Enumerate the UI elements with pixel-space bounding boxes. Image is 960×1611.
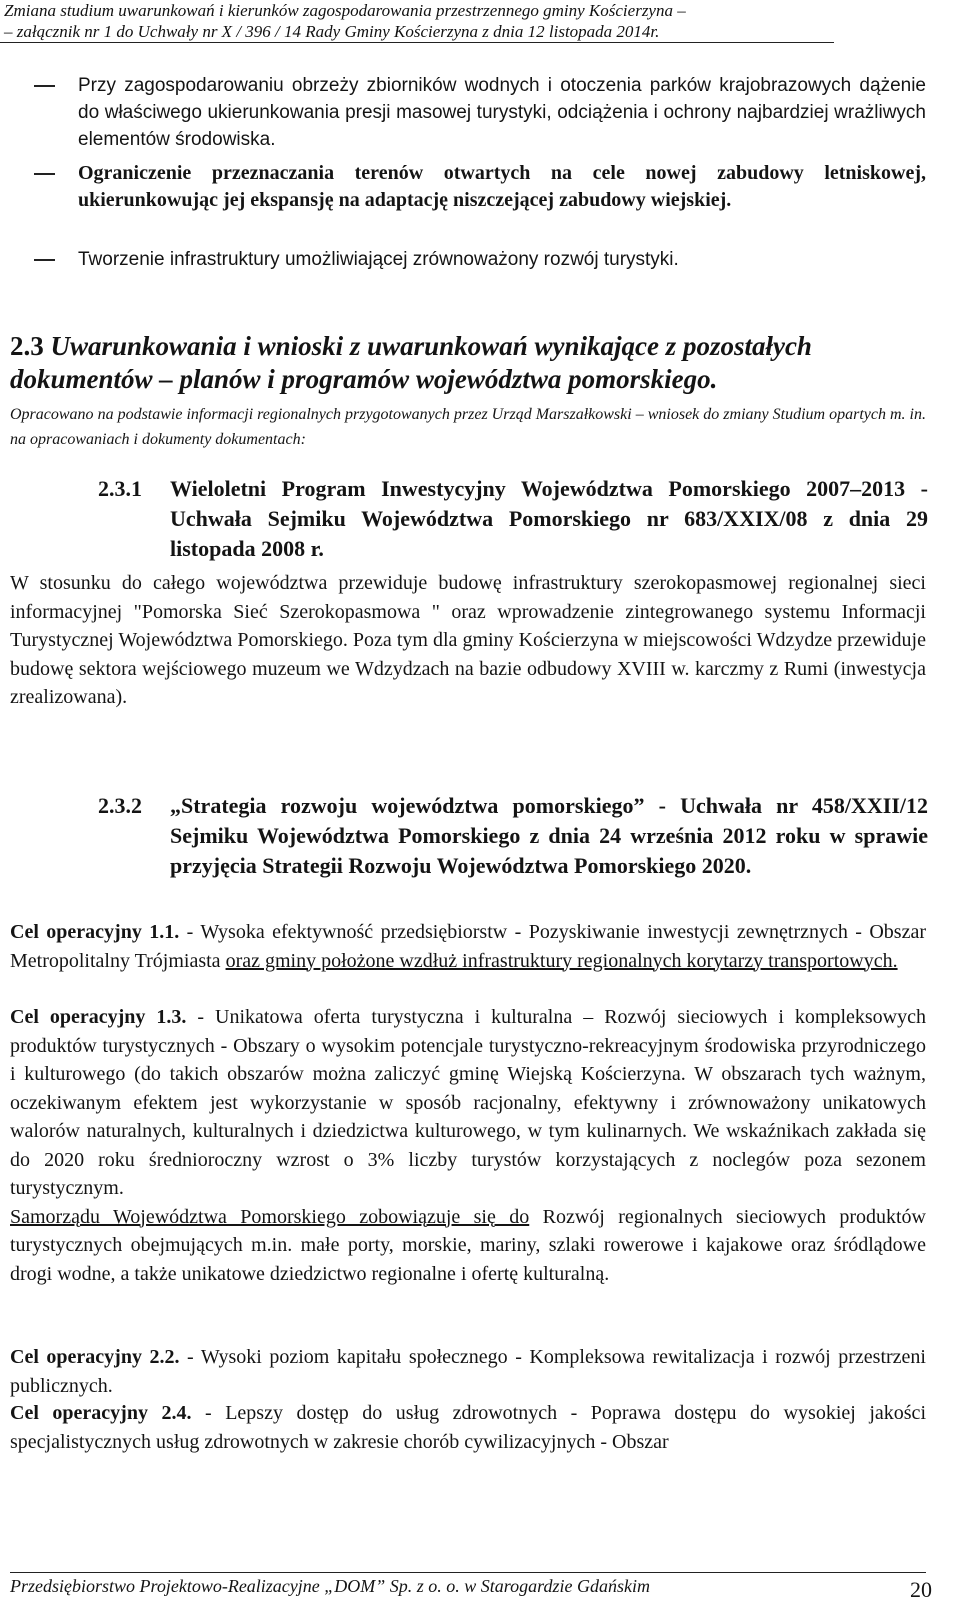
page-footer (10, 1572, 932, 1602)
goal-label: Cel operacyjny 1.3. (10, 1006, 187, 1028)
bullet-text: Tworzenie infrastruktury umożliwiającej zrównoważony rozwój turystyki. (78, 249, 679, 270)
bullet-text: Przy zagospodarowaniu obrzeży zbiorników wodnych i otoczenia parków krajobrazowych dążenie do właściwego ukierunkowania presji masowej turystyki, odciążenia i ochrony najbardziej wrażliwych elementów środowiska. (78, 75, 926, 150)
section-title: „Strategia rozwoju województwa pomorskiego” - Uchwała nr 458/XXII/12 Sejmiku Województwa Pomorskiego z dnia 24 września 2012 roku w sprawie przyjęcia Strategii Rozwoju Województwa Pomorskiego 2020. (170, 793, 928, 878)
section-2-3-1-heading (98, 474, 928, 564)
goal-2-4 (10, 1399, 926, 1456)
goal-1-1 (10, 918, 926, 975)
bullet-item-1 (34, 72, 926, 153)
section-2-3-1-text: W stosunku do całego województwa przewiduje budowę infrastruktury szerokopasmowej regionalnej sieci informacyjnej "Pomorska Sieć Szerokopasmowa " oraz wprowadzenie zintegrowanego systemu Informacji Turystycznej Województwa Pomorskiego. Poza tym dla gminy Kościerzyna w miejscowości Wdzydze przewiduje budowę sektora wejściowego muzeum we Wdzydzach na bazie odbudowy XVIII w. karczmy z Rumi (inwestycja zrealizowana). (10, 572, 926, 708)
section-number: 2.3.2 (98, 793, 142, 818)
footer-company: Przedsiębiorstwo Projektowo-Realizacyjne „DOM” Sp. z o. o. w Starogardzie Gdańskim (10, 1576, 650, 1596)
section-2-3-heading (10, 330, 926, 396)
goal-label: Cel operacyjny 2.4. (10, 1402, 192, 1424)
bullet-item-2 (34, 160, 926, 214)
goal-text: - Wysoki poziom kapitału społecznego - Kompleksowa rewitalizacja i rozwój przestrzeni publicznych. (10, 1346, 926, 1397)
page-number: 20 (910, 1577, 932, 1602)
goal-label: Cel operacyjny 2.2. (10, 1346, 180, 1368)
header-line-1: Zmiana studium uwarunkowań i kierunków zagospodarowania przestrzennego gminy Kościerzyna – (4, 1, 686, 20)
section-number: 2.3 (10, 331, 44, 361)
goal-underlined-text: Samorządu Województwa Pomorskiego zobowiązuje się do (10, 1205, 530, 1228)
goal-2-2 (10, 1343, 926, 1400)
section-title: Uwarunkowania i wnioski z uwarunkowań wynikające z pozostałych dokumentów – planów i programów województwa pomorskiego. (10, 331, 812, 394)
goal-underlined-text: oraz gminy położone wzdłuż infrastruktury regionalnych korytarzy transportowych. (225, 949, 898, 972)
bullet-item-3 (34, 246, 926, 273)
section-number: 2.3.1 (98, 476, 142, 501)
goal-text: - Wysoka efektywność przedsiębiorstw - Pozyskiwanie inwestycji zewnętrznych - Obszar Metropolitalny Trójmiasta (10, 921, 926, 972)
goal-text: - Lepszy dostęp do usług zdrowotnych - Poprawa dostępu do wysokiej jakości specjalistycznych usług zdrowotnych w zakresie chorób cywilizacyjnych - Obszar (10, 1402, 926, 1453)
header-line-2: – załącznik nr 1 do Uchwały nr X / 396 / 14 Rady Gminy Kościerzyna z dnia 12 listopada 2014r. (4, 22, 660, 41)
goal-text: - Unikatowa oferta turystyczna i kulturalna – Rozwój sieciowych i kompleksowych produktów turystycznych - Obszary o wysokim potencjale turystyczno-rekreacyjnym środowiska przyrodniczego i kulturowego (do takich obszarów można zaliczyć gminę Wiejską Kościerzyna. W obszarach tych ważnym, oczekiwanym efektem jest wykorzystanie w sposób racjonalny, efektywny i zrównoważony unikatowych walorów naturalnych, kulturalnych i dziedzictwa kulturowego, w tym kulinarnych. We wskaźnikach zakłada się do 2020 roku średnioroczny wzrost o 3% liczby turystów korzystających z noclegów poza sezonem turystycznym. (10, 1006, 926, 1199)
goal-1-3 (10, 1003, 926, 1288)
page-header (0, 0, 834, 43)
section-title: Wieloletni Program Inwestycyjny Województwa Pomorskiego 2007–2013 - Uchwała Sejmiku Województwa Pomorskiego nr 683/XXIX/08 z dnia 29 listopada 2008 r. (170, 476, 928, 561)
bullet-text: Ograniczenie przeznaczania terenów otwartych na cele nowej zabudowy letniskowej, ukierunkowując jej ekspansję na adaptację niszczejącej zabudowy wiejskiej. (78, 162, 926, 211)
goal-label: Cel operacyjny 1.1. (10, 921, 180, 943)
section-2-3-2-heading (98, 791, 928, 881)
goal-text-2: Rozwój regionalnych sieciowych produktów turystycznych obejmujących m.in. małe porty, morskie, mariny, szlaki rowerowe i kajakowe oraz śródlądowe drogi wodne, a także unikatowe dziedzictwo regionalne i ofertę kulturalną. (10, 1205, 926, 1285)
section-2-3-intro: Opracowano na podstawie informacji regionalnych przygotowanych przez Urząd Marszałkowski – wniosek do zmiany Studium opartych m. in. na opracowaniach i dokumenty dokumentach: (10, 406, 926, 448)
